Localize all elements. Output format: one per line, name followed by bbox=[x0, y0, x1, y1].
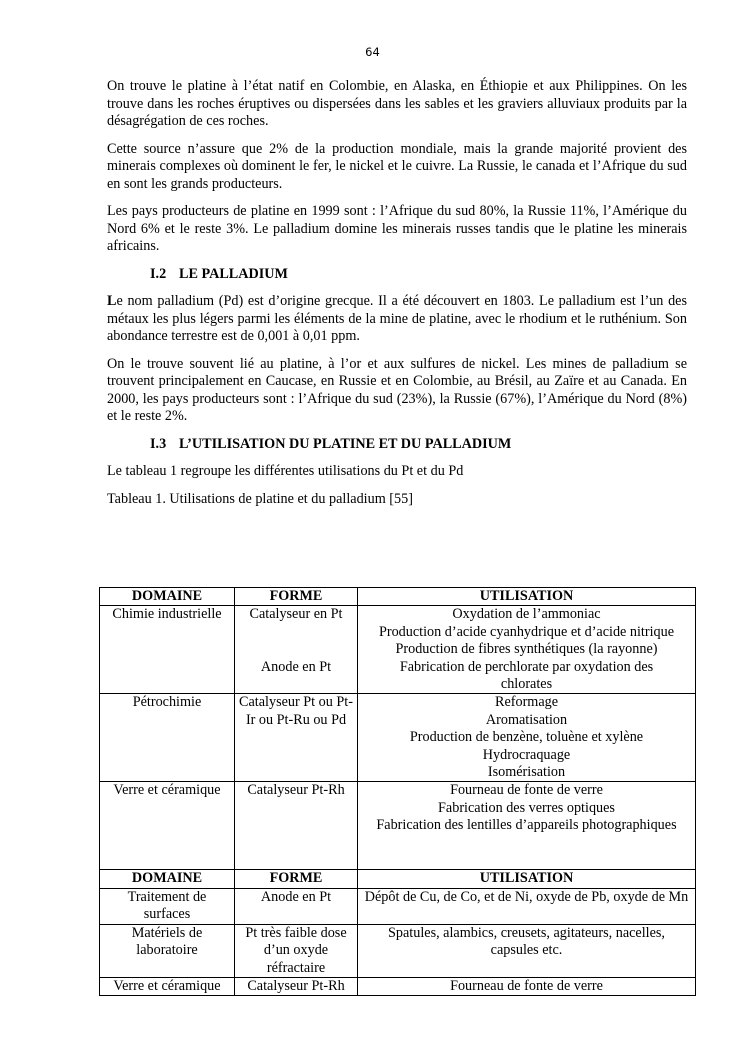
cell-domaine: Verre et céramique bbox=[100, 977, 235, 995]
paragraph-palladium-origine bbox=[107, 293, 687, 346]
utilisation-line: Fourneau de fonte de verre bbox=[450, 782, 603, 799]
cell-utilisation bbox=[358, 694, 696, 782]
table-caption: Tableau 1. Utilisations de platine et du palladium [55] bbox=[107, 490, 413, 507]
section-title: L’UTILISATION DU PLATINE ET DU PALLADIUM bbox=[179, 435, 512, 452]
document-body bbox=[107, 78, 687, 518]
utilisation-line: Production d’acide cyanhydrique et d’acide nitrique bbox=[378, 623, 675, 640]
cell-utilisation: Dépôt de Cu, de Co, et de Ni, oxyde de Pb, oxyde de Mn bbox=[358, 888, 696, 924]
cell-domaine: Verre et céramique bbox=[100, 782, 235, 870]
section-number: I.2 bbox=[150, 265, 167, 282]
utilisation-line: Aromatisation bbox=[485, 711, 568, 728]
header-forme: FORME bbox=[235, 588, 358, 606]
table-row bbox=[100, 782, 696, 870]
utilisation-line: Fabrication de perchlorate par oxydation des chlorates bbox=[399, 658, 654, 693]
forme-line: Catalyseur en Pt bbox=[249, 606, 343, 623]
table-row bbox=[100, 606, 696, 694]
utilisation-line: Production de benzène, toluène et xylène bbox=[409, 729, 644, 746]
paragraph-pays-producteurs-platine: Les pays producteurs de platine en 1999 sont : l’Afrique du sud 80%, la Russie 11%, l’Amérique du Nord 6% et le reste 3%. Le palladium domine les minerais russes tandis que le platine les minerais africains. bbox=[107, 203, 687, 254]
spacer bbox=[360, 835, 693, 852]
cell-domaine: Matériels de laboratoire bbox=[100, 924, 235, 977]
header-domaine: DOMAINE bbox=[100, 870, 235, 888]
cell-domaine: Chimie industrielle bbox=[100, 606, 235, 694]
cell-forme: Anode en Pt bbox=[235, 888, 358, 924]
drop-letter: L bbox=[107, 293, 117, 309]
cell-utilisation bbox=[358, 606, 696, 694]
table-header-row bbox=[100, 870, 696, 888]
spacer bbox=[360, 852, 693, 869]
cell-forme: Catalyseur Pt ou Pt-Ir ou Pt-Ru ou Pd bbox=[235, 694, 358, 782]
cell-utilisation: Spatules, alambics, creusets, agitateurs, nacelles, capsules etc. bbox=[358, 924, 696, 977]
table-header-row bbox=[100, 588, 696, 606]
paragraph-production-source: Cette source n’assure que 2% de la production mondiale, mais la grande majorité provient des minerais complexes où dominent le fer, le nickel et le cuivre. La Russie, le canada et l’Afrique du sud en sont les grands producteurs. bbox=[107, 140, 687, 192]
table-row bbox=[100, 694, 696, 782]
header-utilisation: UTILISATION bbox=[358, 588, 696, 606]
header-domaine: DOMAINE bbox=[100, 588, 235, 606]
section-number: I.3 bbox=[150, 435, 167, 452]
cell-utilisation bbox=[358, 782, 696, 870]
cell-forme: Catalyseur Pt-Rh bbox=[235, 782, 358, 870]
paragraph-platine-natif: On trouve le platine à l’état natif en Colombie, en Alaska, en Éthiopie et aux Philippines. On les trouve dans les roches éruptives ou dispersées dans les sables et les graviers alluviaux produits par la désagrégation de ces roches. bbox=[107, 78, 687, 129]
utilisation-line: Fabrication des verres optiques bbox=[438, 799, 615, 816]
page-number: 64 bbox=[365, 45, 380, 59]
spacer bbox=[237, 641, 355, 658]
cell-forme: Pt très faible dose d’un oxyde réfractaire bbox=[235, 924, 358, 977]
forme-line: Anode en Pt bbox=[260, 658, 332, 675]
header-forme: FORME bbox=[235, 870, 358, 888]
utilisation-line: Hydrocraquage bbox=[482, 746, 571, 763]
table-row bbox=[100, 977, 696, 995]
section-heading-palladium bbox=[107, 266, 687, 284]
spacer bbox=[237, 624, 355, 641]
table-row bbox=[100, 888, 696, 924]
section-title: LE PALLADIUM bbox=[179, 265, 288, 282]
utilisation-line: Isomérisation bbox=[487, 764, 566, 781]
cell-forme: Catalyseur Pt-Rh bbox=[235, 977, 358, 995]
utilisation-line: Oxydation de l’ammoniac bbox=[452, 606, 601, 623]
cell-domaine: Traitement de surfaces bbox=[100, 888, 235, 924]
header-utilisation: UTILISATION bbox=[358, 870, 696, 888]
utilisation-line: Reformage bbox=[494, 694, 559, 711]
utilisation-line: Production de fibres synthétiques (la rayonne) bbox=[395, 641, 658, 658]
section-heading-utilisation bbox=[107, 436, 687, 454]
table-row bbox=[100, 924, 696, 977]
paragraph-palladium-mines: On le trouve souvent lié au platine, à l’or et aux sulfures de nickel. Les mines de palladium se trouvent principalement en Caucase, en Russie et en Colombie, au Brésil, au Zaïre et au Canada. En 2000, les pays producteurs sont : l’Afrique du sud (23%), la Russie (67%), l’Amérique du Nord (8%) et le reste 2%. bbox=[107, 355, 687, 424]
paragraph-table-intro: Le tableau 1 regroupe les différentes utilisations du Pt et du Pd bbox=[107, 463, 464, 479]
cell-domaine: Pétrochimie bbox=[100, 694, 235, 782]
utilisation-line: Fabrication des lentilles d’appareils photographiques bbox=[376, 817, 677, 834]
cell-utilisation: Fourneau de fonte de verre bbox=[358, 977, 696, 995]
cell-forme bbox=[235, 606, 358, 694]
paragraph-text: e nom palladium (Pd) est d’origine grecque. Il a été découvert en 1803. Le palladium est l’un des métaux les plus légers parmi les éléments de la mine de platine, avec le rhodium et le ruthénium. Son abondance terrestre est de 0,001 à 0,01 ppm. bbox=[107, 293, 687, 344]
utilisations-table bbox=[99, 587, 696, 996]
